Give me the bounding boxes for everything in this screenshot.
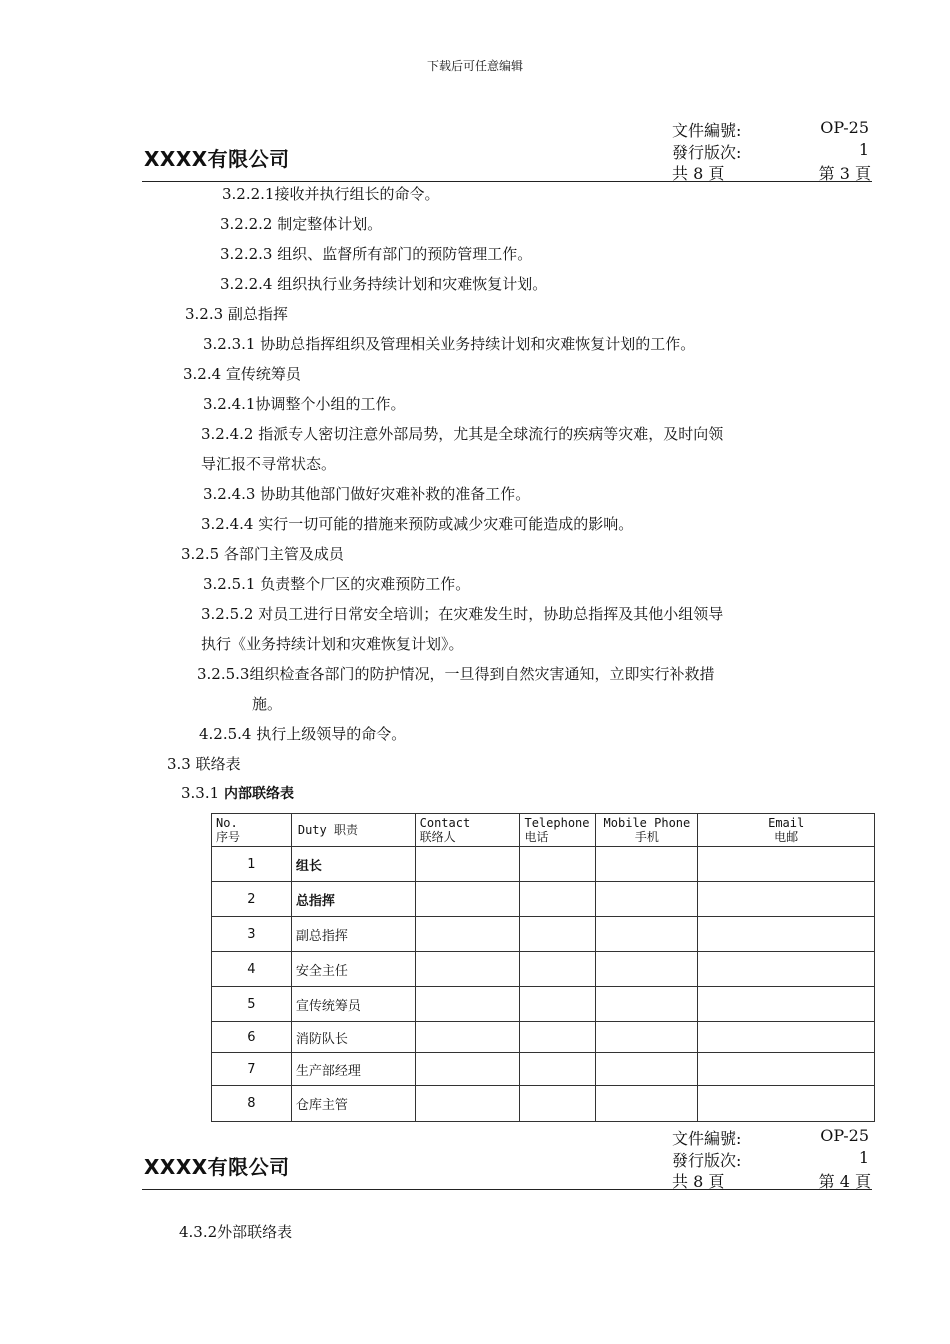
table-row	[212, 1053, 875, 1086]
version: 1	[858, 140, 869, 159]
doc-no-label: 文件編號:	[672, 1129, 742, 1148]
clause-3-2-2-3: 3.2.2.3 组织、监督所有部门的预防管理工作。	[220, 245, 533, 263]
row-telephone	[520, 987, 596, 1022]
header-rule	[142, 181, 872, 182]
page-number: 第 4 頁	[818, 1172, 871, 1191]
table-row	[212, 1086, 875, 1122]
row-no: 3	[212, 917, 292, 952]
row-telephone	[520, 1053, 596, 1086]
row-contact	[415, 847, 520, 882]
section-3-2-3: 3.2.3 副总指挥	[185, 305, 288, 323]
row-mobile	[596, 952, 698, 987]
row-email	[698, 1053, 875, 1086]
row-duty: 宣传统筹员	[291, 987, 415, 1022]
row-mobile	[596, 917, 698, 952]
header-email-cn: 电邮	[774, 830, 799, 844]
total-pages: 共 8 頁	[672, 1172, 725, 1191]
internal-contact-table	[211, 813, 875, 1122]
clause-4-2-5-4: 4.2.5.4 执行上级领导的命令。	[199, 725, 407, 743]
row-no: 6	[212, 1022, 292, 1053]
row-duty: 仓库主管	[291, 1086, 415, 1122]
row-telephone	[520, 847, 596, 882]
row-email	[698, 952, 875, 987]
clause-3-2-5-2: 3.2.5.2 对员工进行日常安全培训；在灾难发生时，协助总指挥及其他小组领导	[201, 605, 724, 623]
header-mobile-cn: 手机	[634, 830, 659, 844]
clause-3-2-5-3: 3.2.5.3组织检查各部门的防护情况，一旦得到自然灾害通知，立即实行补救措	[197, 665, 715, 683]
header-telephone	[520, 814, 596, 847]
row-telephone	[520, 1022, 596, 1053]
row-telephone	[520, 952, 596, 987]
row-telephone	[520, 917, 596, 952]
table-row	[212, 952, 875, 987]
doc-no-label: 文件編號:	[672, 121, 742, 140]
header-contact-en: Contact	[419, 816, 471, 830]
header-contact-cn: 联络人	[419, 830, 456, 844]
table-row	[212, 847, 875, 882]
header-rule	[142, 1189, 872, 1190]
version-label: 發行版次:	[672, 1151, 742, 1170]
row-contact	[415, 917, 520, 952]
clause-3-2-5-1: 3.2.5.1 负责整个厂区的灾难预防工作。	[203, 575, 471, 593]
clause-3-2-5-2-cont: 执行《业务持续计划和灾难恢复计划》。	[201, 635, 464, 653]
company-name: XXXX有限公司	[144, 1155, 290, 1179]
row-duty: 副总指挥	[291, 917, 415, 952]
header-telephone-en: Telephone	[524, 816, 590, 830]
clause-3-2-4-3: 3.2.4.3 协助其他部门做好灾难补救的准备工作。	[203, 485, 531, 503]
header-no-cn: 序号	[216, 830, 241, 844]
header-email-en: Email	[768, 816, 805, 830]
table-row	[212, 882, 875, 917]
header-mobile	[596, 814, 698, 847]
version-label: 發行版次:	[672, 143, 742, 162]
row-no: 1	[212, 847, 292, 882]
section-3-2-5: 3.2.5 各部门主管及成员	[181, 545, 344, 563]
doc-no: OP-25	[820, 1126, 869, 1145]
clause-3-2-2-2: 3.2.2.2 制定整体计划。	[220, 215, 383, 233]
row-contact	[415, 952, 520, 987]
clause-3-2-4-1: 3.2.4.1协调整个小组的工作。	[203, 395, 406, 413]
total-pages: 共 8 頁	[672, 164, 725, 183]
row-mobile	[596, 847, 698, 882]
clause-3-2-3-1: 3.2.3.1 协助总指挥组织及管理相关业务持续计划和灾难恢复计划的工作。	[203, 335, 696, 353]
row-email	[698, 847, 875, 882]
section-3-3-1	[181, 783, 294, 803]
header-no	[212, 814, 292, 847]
row-mobile	[596, 1022, 698, 1053]
header-duty: Duty 职责	[291, 814, 415, 847]
header-no-en: No.	[216, 816, 238, 830]
page-number: 第 3 頁	[818, 164, 871, 183]
clause-3-2-4-2: 3.2.4.2 指派专人密切注意外部局势，尤其是全球流行的疾病等灾难，及时向领	[201, 425, 724, 443]
row-duty: 总指挥	[291, 882, 415, 917]
clause-3-2-2-4: 3.2.2.4 组织执行业务持续计划和灾难恢复计划。	[220, 275, 548, 293]
row-mobile	[596, 987, 698, 1022]
clause-3-2-4-4: 3.2.4.4 实行一切可能的措施来预防或减少灾难可能造成的影响。	[201, 515, 634, 533]
section-4-3-2: 4.3.2外部联络表	[179, 1223, 293, 1241]
section-3-3: 3.3 联络表	[167, 755, 241, 773]
table-row	[212, 1022, 875, 1053]
row-no: 4	[212, 952, 292, 987]
row-no: 8	[212, 1086, 292, 1122]
row-email	[698, 987, 875, 1022]
table-header-row	[212, 814, 875, 847]
row-no: 2	[212, 882, 292, 917]
clause-3-2-4-2-cont: 导汇报不寻常状态。	[201, 455, 337, 473]
row-email	[698, 882, 875, 917]
clause-3-2-2-1: 3.2.2.1接收并执行组长的命令。	[222, 185, 440, 203]
top-note: 下载后可任意编辑	[426, 59, 523, 73]
header-email	[698, 814, 875, 847]
row-telephone	[520, 1086, 596, 1122]
section-3-3-1-title: 内部联络表	[223, 786, 294, 802]
section-3-3-1-number: 3.3.1	[181, 784, 220, 802]
row-no: 5	[212, 987, 292, 1022]
company-name: XXXX有限公司	[144, 147, 290, 171]
row-duty: 安全主任	[291, 952, 415, 987]
clause-3-2-5-3-cont: 施。	[252, 695, 283, 713]
row-duty: 消防队长	[291, 1022, 415, 1053]
row-contact	[415, 1022, 520, 1053]
row-contact	[415, 882, 520, 917]
row-mobile	[596, 882, 698, 917]
row-contact	[415, 987, 520, 1022]
header-mobile-en: Mobile Phone	[603, 816, 691, 830]
header-contact	[415, 814, 520, 847]
row-mobile	[596, 1086, 698, 1122]
row-duty: 生产部经理	[291, 1053, 415, 1086]
row-email	[698, 1086, 875, 1122]
row-no: 7	[212, 1053, 292, 1086]
row-email	[698, 1022, 875, 1053]
header-telephone-cn: 电话	[524, 830, 549, 844]
row-email	[698, 917, 875, 952]
row-contact	[415, 1053, 520, 1086]
row-contact	[415, 1086, 520, 1122]
version: 1	[858, 1148, 869, 1167]
table-row	[212, 917, 875, 952]
row-telephone	[520, 882, 596, 917]
row-duty: 组长	[291, 847, 415, 882]
doc-no: OP-25	[820, 118, 869, 137]
section-3-2-4: 3.2.4 宣传统筹员	[183, 365, 301, 383]
table-row	[212, 987, 875, 1022]
row-mobile	[596, 1053, 698, 1086]
